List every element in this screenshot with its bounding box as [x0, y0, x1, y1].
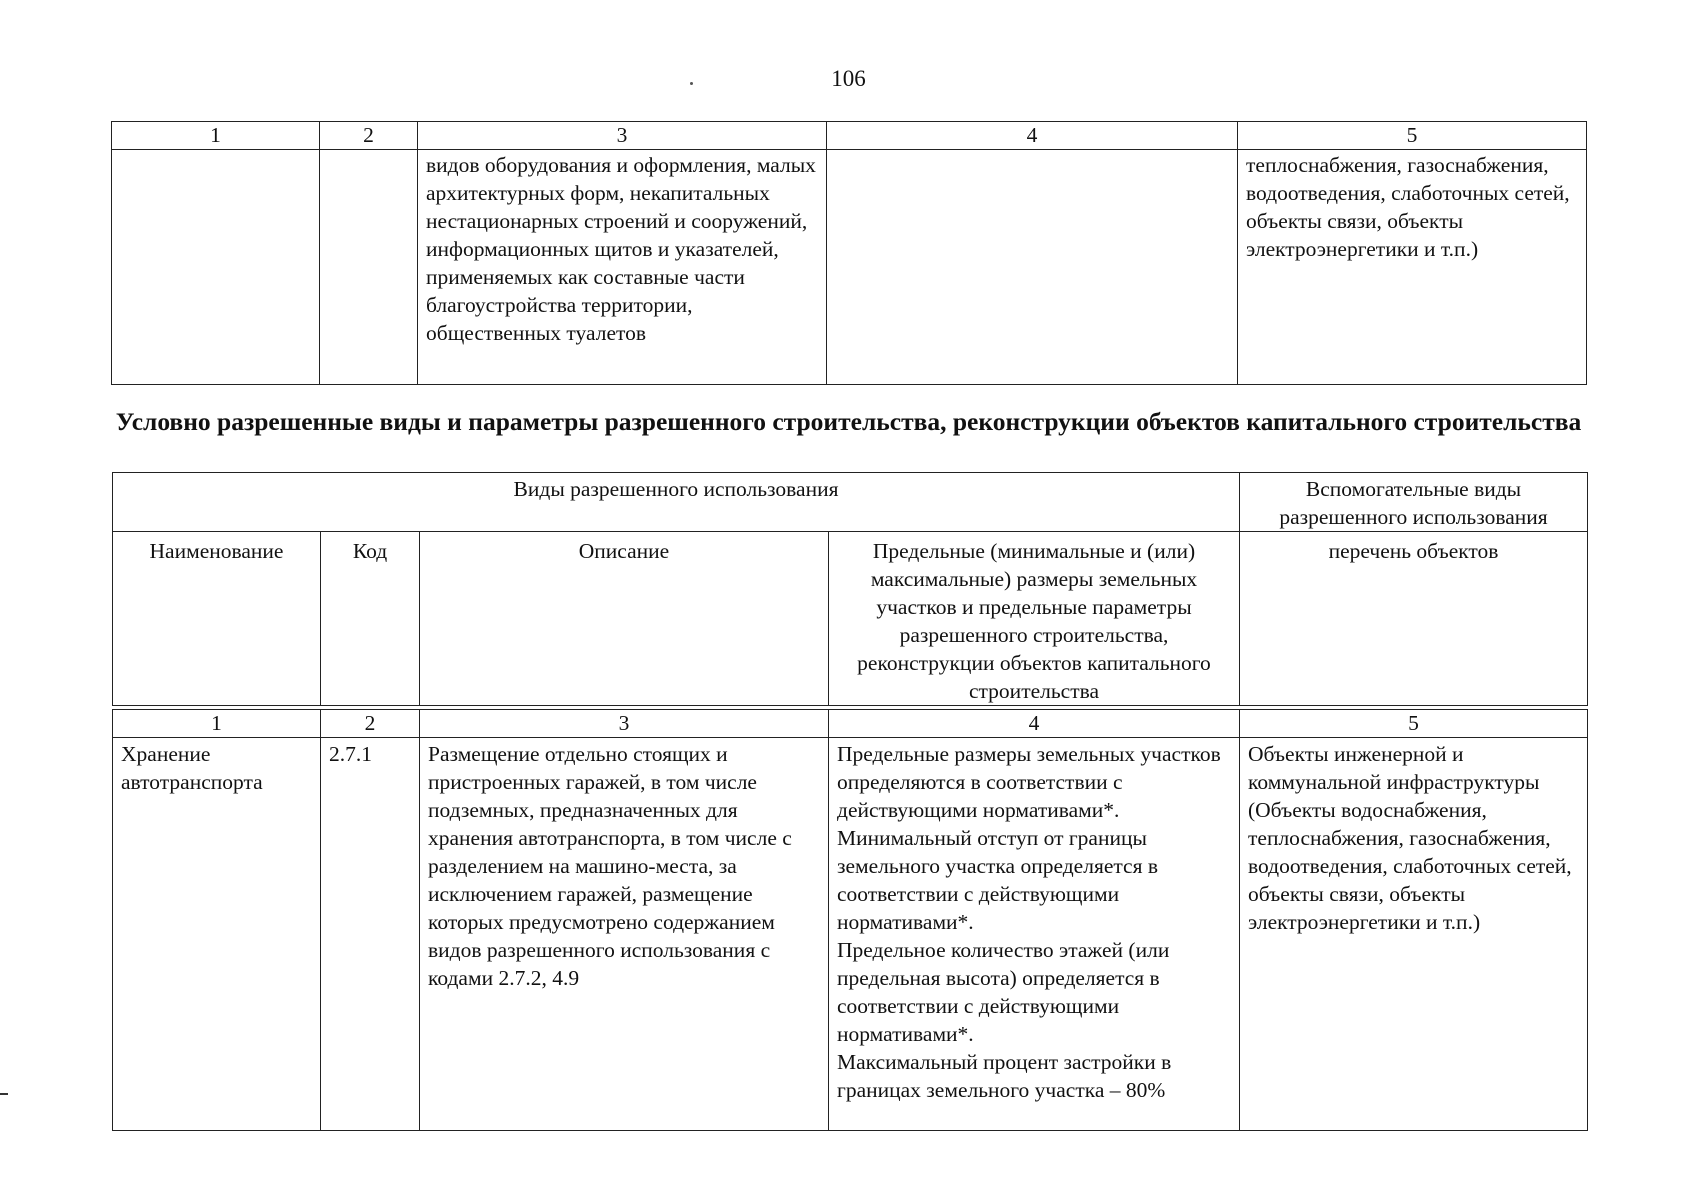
column-header-parameters: Предельные (минимальные и (или) максимальные) размеры земельных участков и предельные параметры разрешенного строительства, реконструкции объектов капитального строительства — [829, 532, 1240, 706]
column-number: 2 — [321, 710, 420, 738]
column-number: 1 — [113, 710, 321, 738]
column-header-name: Наименование — [113, 532, 321, 706]
column-number: 4 — [827, 122, 1238, 150]
cell-parameters — [829, 738, 1240, 1131]
column-number: 5 — [1240, 710, 1588, 738]
column-header-aux-list: перечень объектов — [1240, 532, 1588, 706]
cell-auxiliary: Объекты инженерной и коммунальной инфраструктуры (Объекты водоснабжения, теплоснабжения, газоснабжения, водоотведения, слаботочных сетей, объекты связи, объекты электроэнергетики и т.п.) — [1240, 738, 1588, 1131]
cell-code: 2.7.1 — [321, 738, 420, 1131]
cell-name: Хранение автотранспорта — [113, 738, 321, 1131]
group-header-aux: Вспомогательные виды разрешенного использования — [1240, 473, 1588, 532]
continued-table — [111, 121, 1587, 385]
cell-parameters — [827, 150, 1238, 385]
column-number: 4 — [829, 710, 1240, 738]
column-number: 1 — [112, 122, 320, 150]
column-header-row — [113, 532, 1588, 706]
section-title: Условно разрешенные виды и параметры разрешенного строительства, реконструкции объектов капитального строительства — [115, 407, 1582, 436]
table-row — [112, 150, 1587, 385]
group-header-main: Виды разрешенного использования — [113, 473, 1240, 532]
parameter-line: Максимальный процент застройки в границах земельного участка – 80% — [837, 1050, 1172, 1102]
group-header-row — [113, 473, 1588, 532]
column-header-code: Код — [321, 532, 420, 706]
column-number-row — [112, 122, 1587, 150]
parameter-line: Предельное количество этажей (или предельная высота) определяется в соответствии с действующими нормативами*. — [837, 938, 1170, 1046]
conditional-uses-table — [112, 472, 1588, 1131]
column-number-row — [113, 710, 1588, 738]
scan-edge-mark — [0, 1093, 8, 1095]
scan-dot — [690, 82, 693, 85]
page-number: 106 — [831, 66, 866, 91]
column-header-description: Описание — [420, 532, 829, 706]
parameter-line: Минимальный отступ от границы земельного участка определяется в соответствии с действующими нормативами*. — [837, 826, 1158, 934]
cell-description: видов оборудования и оформления, малых архитектурных форм, некапитальных нестационарных строений и сооружений, информационных щитов и указателей, применяемых как составные части благоустройства территории, общественных туалетов — [418, 150, 827, 385]
column-number: 2 — [320, 122, 418, 150]
cell-description: Размещение отдельно стоящих и пристроенных гаражей, в том числе подземных, предназначенных для хранения автотранспорта, в том числе с разделением на машино-места, за исключением гаражей, размещение которых предусмотрено содержанием видов разрешенного использования с кодами 2.7.2, 4.9 — [420, 738, 829, 1131]
column-number: 5 — [1238, 122, 1587, 150]
column-number: 3 — [420, 710, 829, 738]
column-number: 3 — [418, 122, 827, 150]
cell-auxiliary: теплоснабжения, газоснабжения, водоотведения, слаботочных сетей, объекты связи, объекты электроэнергетики и т.п.) — [1238, 150, 1587, 385]
cell-name — [112, 150, 320, 385]
parameter-line: Предельные размеры земельных участков определяются в соответствии с действующими нормативами*. — [837, 742, 1221, 822]
cell-code — [320, 150, 418, 385]
table-row — [113, 738, 1588, 1131]
